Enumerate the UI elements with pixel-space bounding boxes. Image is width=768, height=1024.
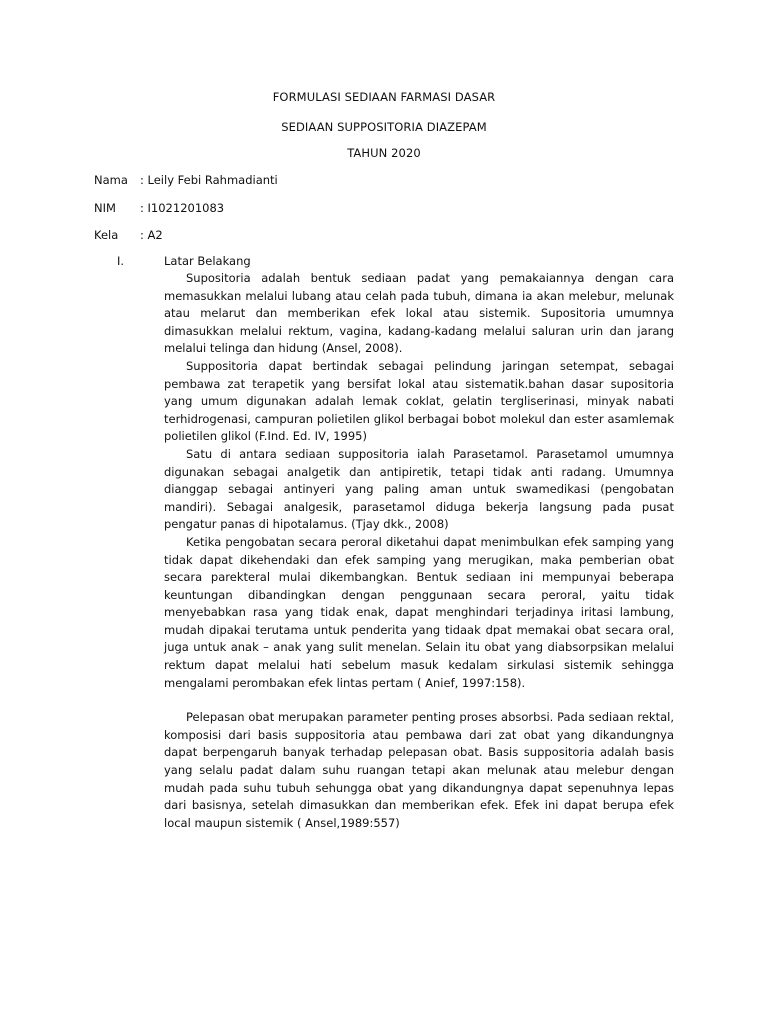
identity-value: : Leily Febi Rahmadianti <box>140 173 278 187</box>
document-title: FORMULASI SEDIAAN FARMASI DASAR <box>272 90 496 104</box>
identity-row-nim <box>94 201 224 215</box>
document-subtitle: SEDIAAN SUPPOSITORIA DIAZEPAM <box>281 120 487 134</box>
identity-value: : I1021201083 <box>140 201 225 215</box>
document-year: TAHUN 2020 <box>347 146 421 160</box>
paragraph: Suppositoria dapat bertindak sebagai pelindung jaringan setempat, sebagai pembawa zat terapetik yang bersifat lokal atau sistematik.bahan dasar supositoria yang umum digunakan adalah lemak coklat, gelatin tergliserinasi, minyak nabati terhidrogenasi, campuran polietilen glikol berbagai bobot molekul dan ester asamlemak polietilen glikol (F.Ind. Ed. IV, 1995) <box>164 358 674 444</box>
paragraph: Satu di antara sediaan suppositoria ialah Parasetamol. Parasetamol umumnya digunakan sebagai analgetik dan antipiretik, tetapi tidak anti radang. Umumnya dianggap sebagai antinyeri yang paling aman untuk swamedikasi (pengobatan mandiri). Sebagai analgesik, parasetamol diduga bekerja langsung pada pusat pengatur panas di hipotalamus. (Tjay dkk., 2008) <box>164 446 674 532</box>
section-title: Latar Belakang <box>164 254 251 268</box>
paragraph: Pelepasan obat merupakan parameter penting proses absorbsi. Pada sediaan rektal, komposisi dari basis suppositoria atau pembawa dari zat obat yang dikandungnya dapat berpengaruh banyak terhadap pelepasan obat. Basis suppositoria adalah basis yang selalu padat dalam suhu ruangan tetapi akan melunak atau melebur dengan mudah pada suhu tubuh sehungga obat yang dikandungnya dapat sepenuhnya lepas dari basisnya, setelah dimasukkan dan memberikan efek. Efek ini dapat berupa efek local maupun sistemik ( Ansel,1989:557) <box>164 710 674 830</box>
paragraph: Ketika pengobatan secara peroral diketahui dapat menimbulkan efek samping yang tidak dapat dikehendaki dan efek samping yang merugikan, maka pemberian obat secara parekteral mulai dikembangkan. Bentuk sediaan ini mempunyai beberapa keuntungan dibandingkan dengan penggunaan secara peroral, yaitu tidak menyebabkan rasa yang tidak enak, dapat menghindari terjadinya iritasi lambung, mudah dipakai terutama untuk penderita yang tidaak dpat memakai obat secara oral, juga untuk anak – anak yang sulit menelan. Selain itu obat yang diabsorpsikan melalui rektum dapat melalui hati sebelum masuk kedalam sirkulasi sistemik sehingga mengalami perombakan efek lintas pertam ( Anief, 1997:158). <box>164 534 674 690</box>
identity-row-name <box>94 173 278 187</box>
section-body <box>164 270 674 832</box>
identity-label: Nama <box>94 173 128 187</box>
identity-row-class <box>94 228 163 242</box>
identity-label: Kela <box>94 228 119 242</box>
section-number: I. <box>117 254 125 268</box>
identity-value: : A2 <box>140 228 163 242</box>
paragraph: Supositoria adalah bentuk sediaan padat yang pemakaiannya dengan cara memasukkan melalui lubang atau celah pada tubuh, dimana ia akan melebur, melunak atau melarut dan memberikan efek lokal atau sistemik. Supositoria umumnya dimasukkan melalui rektum, vagina, kadang-kadang melalui saluran urin dan jarang melalui telinga dan hidung (Ansel, 2008). <box>164 271 674 356</box>
identity-label: NIM <box>94 201 116 215</box>
